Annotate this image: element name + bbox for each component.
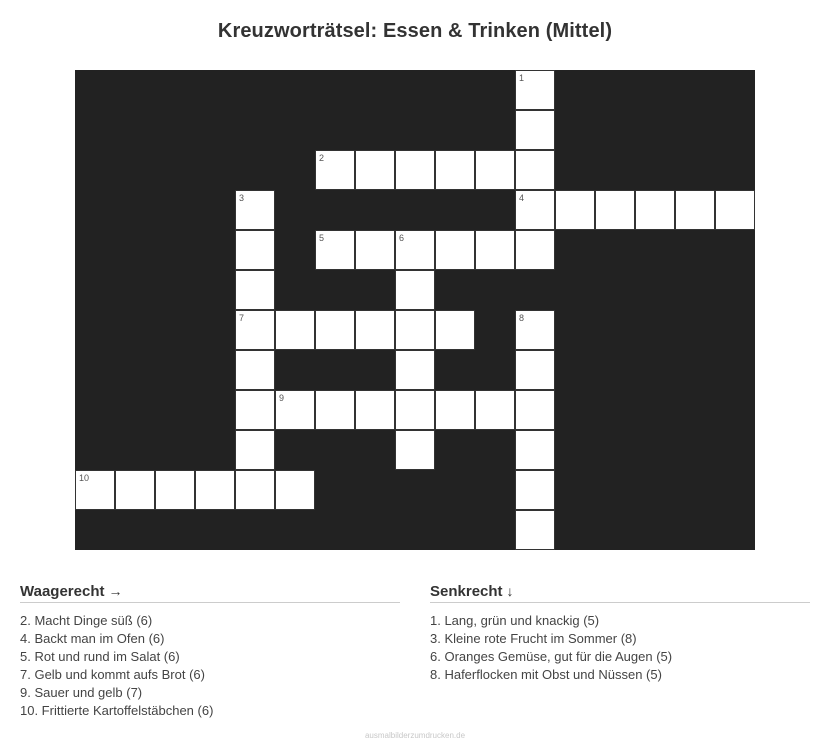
- grid-cell[interactable]: [435, 230, 475, 270]
- grid-cell[interactable]: [515, 70, 555, 110]
- grid-cell[interactable]: [515, 230, 555, 270]
- grid-cell[interactable]: [235, 390, 275, 430]
- grid-cell[interactable]: [515, 110, 555, 150]
- grid-cell[interactable]: [395, 350, 435, 390]
- grid-cell[interactable]: [715, 190, 755, 230]
- grid-cell[interactable]: [275, 310, 315, 350]
- down-clue-list: [430, 612, 810, 684]
- grid-cell[interactable]: [75, 470, 115, 510]
- across-clue: 5. Rot und rund im Salat (6): [20, 649, 180, 664]
- crossword-grid: [75, 70, 755, 550]
- down-clue: 3. Kleine rote Frucht im Sommer (8): [430, 631, 637, 646]
- footer-watermark: ausmalbilderzumdrucken.de: [364, 731, 466, 740]
- grid-cell[interactable]: [315, 390, 355, 430]
- grid-cell[interactable]: [515, 390, 555, 430]
- grid-cell[interactable]: [515, 350, 555, 390]
- grid-cell[interactable]: [555, 190, 595, 230]
- grid-cell[interactable]: [515, 510, 555, 550]
- grid-cell[interactable]: [315, 310, 355, 350]
- across-heading: [20, 582, 400, 603]
- grid-cell[interactable]: [515, 430, 555, 470]
- across-clue: 2. Macht Dinge süß (6): [20, 613, 153, 628]
- down-clues-section: [430, 582, 810, 684]
- page-title: Kreuzworträtsel: Essen & Trinken (Mittel): [217, 20, 613, 42]
- clue-number: 5: [319, 233, 325, 243]
- grid-cell[interactable]: [515, 190, 555, 230]
- grid-cell[interactable]: [435, 390, 475, 430]
- down-clue: 6. Oranges Gemüse, gut für die Augen (5): [430, 649, 673, 664]
- grid-cell[interactable]: [235, 190, 275, 230]
- grid-cell[interactable]: [515, 310, 555, 350]
- grid-cell[interactable]: [235, 470, 275, 510]
- clue-number: 10: [79, 473, 90, 483]
- across-clue: 4. Backt man im Ofen (6): [20, 631, 165, 646]
- grid-cell[interactable]: [315, 150, 355, 190]
- grid-cell[interactable]: [235, 350, 275, 390]
- across-clue: 10. Frittierte Kartoffelstäbchen (6): [20, 703, 214, 718]
- grid-cell[interactable]: [435, 150, 475, 190]
- grid-cell[interactable]: [475, 390, 515, 430]
- across-clue: 7. Gelb und kommt aufs Brot (6): [20, 667, 205, 682]
- grid-cell[interactable]: [395, 230, 435, 270]
- across-clues-section: [20, 582, 400, 720]
- grid-cell[interactable]: [515, 150, 555, 190]
- grid-cell[interactable]: [115, 470, 155, 510]
- clue-number: 6: [399, 233, 405, 243]
- clue-number: 7: [239, 313, 245, 323]
- grid-cell[interactable]: [195, 470, 235, 510]
- grid-cell[interactable]: [355, 390, 395, 430]
- down-clue: 8. Haferflocken mit Obst und Nüssen (5): [430, 667, 662, 682]
- clue-number: 4: [519, 193, 525, 203]
- grid-cell[interactable]: [235, 310, 275, 350]
- grid-cell[interactable]: [355, 310, 395, 350]
- grid-cell[interactable]: [635, 190, 675, 230]
- grid-cell[interactable]: [395, 310, 435, 350]
- grid-cell[interactable]: [435, 310, 475, 350]
- down-clue: 1. Lang, grün und knackig (5): [430, 613, 600, 628]
- grid-cell[interactable]: [315, 230, 355, 270]
- grid-cell[interactable]: [395, 430, 435, 470]
- grid-cell[interactable]: [395, 390, 435, 430]
- grid-cell[interactable]: [515, 470, 555, 510]
- grid-cell[interactable]: [675, 190, 715, 230]
- grid-cell[interactable]: [235, 430, 275, 470]
- across-clue: 9. Sauer und gelb (7): [20, 685, 143, 700]
- grid-cell[interactable]: [275, 390, 315, 430]
- arrow-down-icon: ↓: [506, 583, 514, 599]
- grid-cell[interactable]: [475, 150, 515, 190]
- grid-cell[interactable]: [595, 190, 635, 230]
- grid-cell[interactable]: [355, 150, 395, 190]
- down-heading-label: Senkrecht: [430, 583, 503, 600]
- arrow-right-icon: →: [108, 583, 123, 599]
- grid-cell[interactable]: [475, 230, 515, 270]
- down-heading: [430, 582, 810, 603]
- grid-cell[interactable]: [395, 150, 435, 190]
- across-heading-label: Waagerecht: [20, 583, 105, 600]
- grid-cell[interactable]: [155, 470, 195, 510]
- across-clue-list: [20, 612, 400, 720]
- clue-number: 8: [519, 313, 525, 323]
- clue-number: 3: [239, 193, 245, 203]
- grid-cell[interactable]: [275, 470, 315, 510]
- grid-cell[interactable]: [235, 270, 275, 310]
- grid-cell[interactable]: [355, 230, 395, 270]
- clue-number: 2: [319, 153, 325, 163]
- grid-cell[interactable]: [235, 230, 275, 270]
- grid-cell[interactable]: [395, 270, 435, 310]
- clue-number: 1: [519, 73, 525, 83]
- clue-number: 9: [279, 393, 285, 403]
